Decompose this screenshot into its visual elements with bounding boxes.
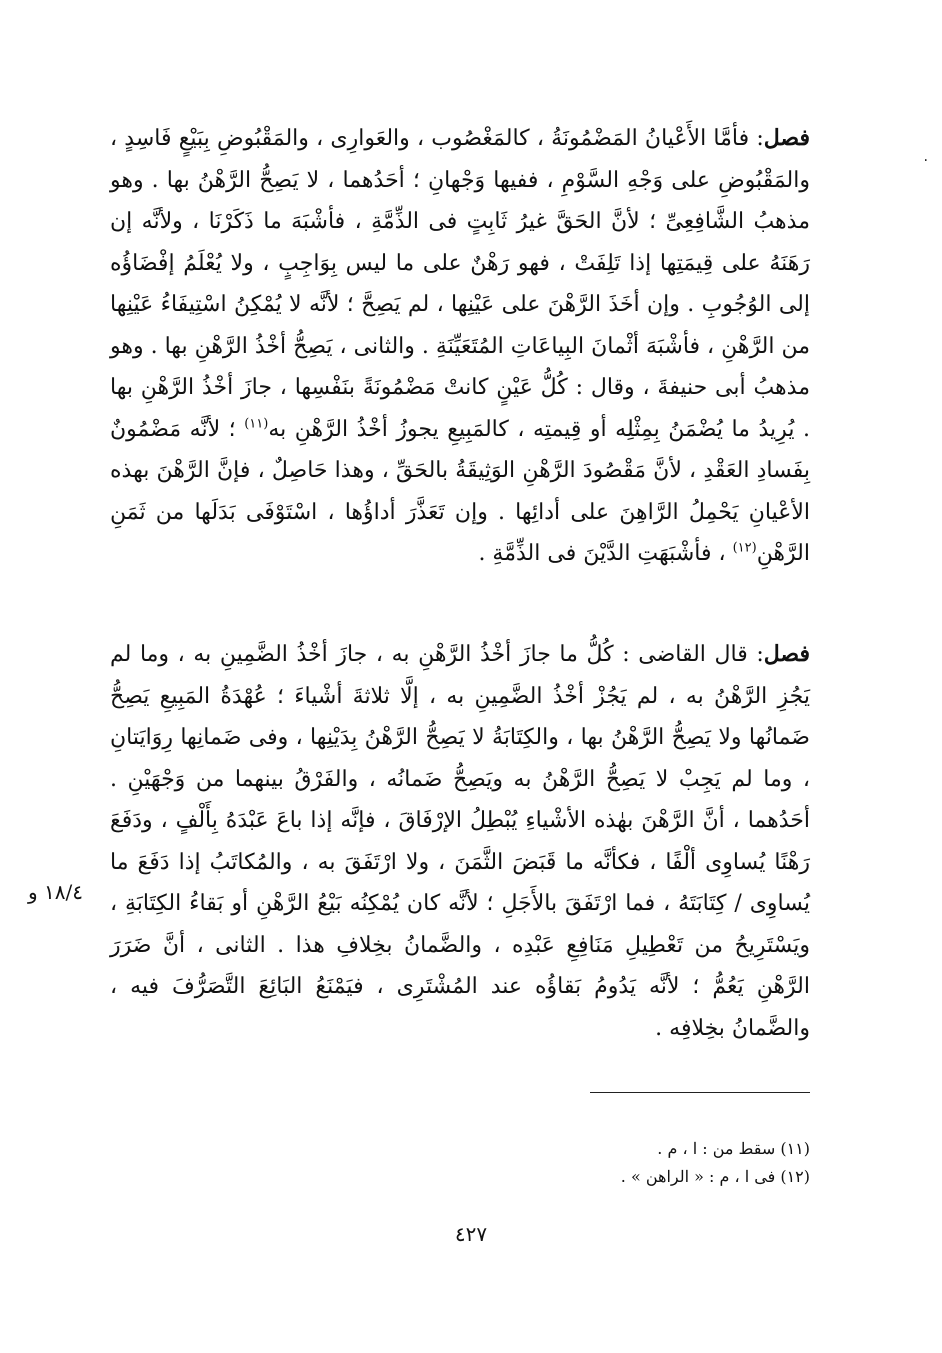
section-heading: فصل (763, 641, 810, 667)
footnote-11: (١١) سقط من : ا ، م . (657, 1139, 810, 1158)
footnote-ref-12: (١٢) (732, 540, 757, 556)
footnotes (300, 1135, 810, 1191)
paragraph-text: ؛ لأنَّه مَضْمُونٌ بِفَسادِ العَقْدِ ، لأنَّ مَقْصُودَ الرَّهْنِ الوَثِيقَةُ بالحَقِّ ، وهذا حَاصِلٌ ، فإنَّ الرَّهْنَ بهذه الأعْيانِ يَحْمِلُ الرَّاهِنَ على أدائِها . وإن تَعَذَّرَ أداؤُها ، اسْتَوْفَى بَدَلَها من ثَمَنِ الرَّهْنِ (110, 416, 810, 566)
paragraph-text: ، فأشْبَهَتِ الدَّيْنَ فى الذِّمَّةِ . (478, 541, 733, 566)
paragraph-1-body (110, 118, 810, 575)
paragraph-text: : فأمَّا الأَعْيانُ المَضْمُونَةُ ، كالمَغْصُوب ، والعَوارِى ، والمَقْبُوضِ بِبَيْعٍ فَاسِدٍ ، والمَقْبُوضِ على وَجْهِ السَّوْمِ ، ففيها وَجْهانِ ؛ أحَدُهما ، لا يَصِحُّ الرَّهْنُ بها . وهو مذهبُ الشَّافِعِىِّ ؛ لأنَّ الحَقَّ غيرُ ثَابِتٍ فى الذِّمَّةِ ، فأشْبَهَ ما ذَكَرْنَا ، ولأنَّه إن رَهَنَهُ على قِيمَتِها إذا تَلِفَتْ ، فهو رَهْنٌ على ما ليس بِوَاجِبٍ ، ولا يُعْلَمُ إفْضَاؤُه إلى الوُجُوبِ . وإن أخَذَ الرَّهْنَ على عَيْنِها ، لم يَصِحَّ ؛ لأنَّه لا يُمْكِنُ اسْتِيفَاءُ عَيْنِها من الرَّهْنِ ، فأشْبَهَ أثْمانَ البِياعَاتِ المُتَعَيِّنَةِ . والثانى ، يَصِحُّ أخْذُ الرَّهْنِ بها . وهو مذهبُ أبى حنيفةَ ، وقال : كُلُّ عَيْنٍ كانتْ مَضْمُونَةً بنَفْسِها ، جازَ أخْذُ الرَّهْنِ بها . يُرِيدُ ما يُضْمَنُ بِمِثْلِه أو قِيمتِه ، كالمَبِيعِ يجوزُ أخْذُ الرَّهْنِ به (110, 126, 810, 442)
margin-mark: ٠ (922, 152, 930, 168)
paragraph-2 (110, 634, 810, 1049)
paragraph-text: : قال القاضى : كُلُّ ما جازَ أخْذُ الرَّهْنِ به ، جازَ أخْذُ الضَّمِينِ به ، وما لم يَجُزِ الرَّهْنُ به ، لم يَجُزْ أخْذُ الضَّمِينِ به ، إلَّا ثلاثةَ أشْياءَ ؛ عُهْدَةُ المَبِيعِ يَصِحُّ ضَمانُها ولا يَصِحُّ الرَّهْنُ بها ، والكِتَابَةُ لا يَصِحُّ الرَّهْنُ بِدَيْنِها ، وفى ضَمانِها رِوَايَتانِ ، وما لم يَجِبْ لا يَصِحُّ الرَّهْنُ به ويَصِحُّ ضَمانُه ، والفَرْقُ بينهما من وَجْهَيْنِ . أحَدُهما ، أنَّ الرَّهْنَ بهٰذه الأشْياءِ يُبْطِلُ الإرْفَاقَ ، فإنَّه إذا باعَ عَبْدَهُ بِأَلْفٍ ، ودَفَعَ رَهْنًا يُساوِى ألْفًا ، فكأنَّه ما قَبَضَ الثَّمَنَ ، ولا ارْتَفَقَ به ، والمُكاتَبُ إذا دَفَعَ ما يُساوِى / كِتَابَتَهُ ، فما ارْتَفَقَ بالأَجَلِ ؛ لأنَّه كان يُمْكِنُه بَيْعُ الرَّهْنِ أو بَقاءُ الكِتَابَةِ ، ويَسْتَرِيحُ من تَعْطِيلِ مَنَافِعِ عَبْدِه ، والضَّمانُ بخِلافِ هذا . الثانى ، أنَّ ضَرَرَ الرَّهْنِ يَعُمُّ ؛ لأنَّه يَدُومُ بَقاؤُه عند المُشْتَرِى ، فيَمْنَعُ البَائِعَ التَّصَرُّفَ فيه ، والضَّمانُ بخِلافِه . (110, 642, 810, 1041)
footnote-12: (١٢) فى ا ، م : « الراهن » . (620, 1167, 810, 1186)
footnote-divider (590, 1092, 810, 1093)
manuscript-folio-note: ١٨/٤ و (28, 880, 83, 904)
paragraph-1 (110, 118, 810, 575)
footnote-ref-11: (١١) (244, 416, 269, 432)
paragraph-2-body (110, 634, 810, 1049)
section-heading: فصل (763, 125, 810, 151)
page-number: ٤٢٧ (454, 1222, 488, 1246)
